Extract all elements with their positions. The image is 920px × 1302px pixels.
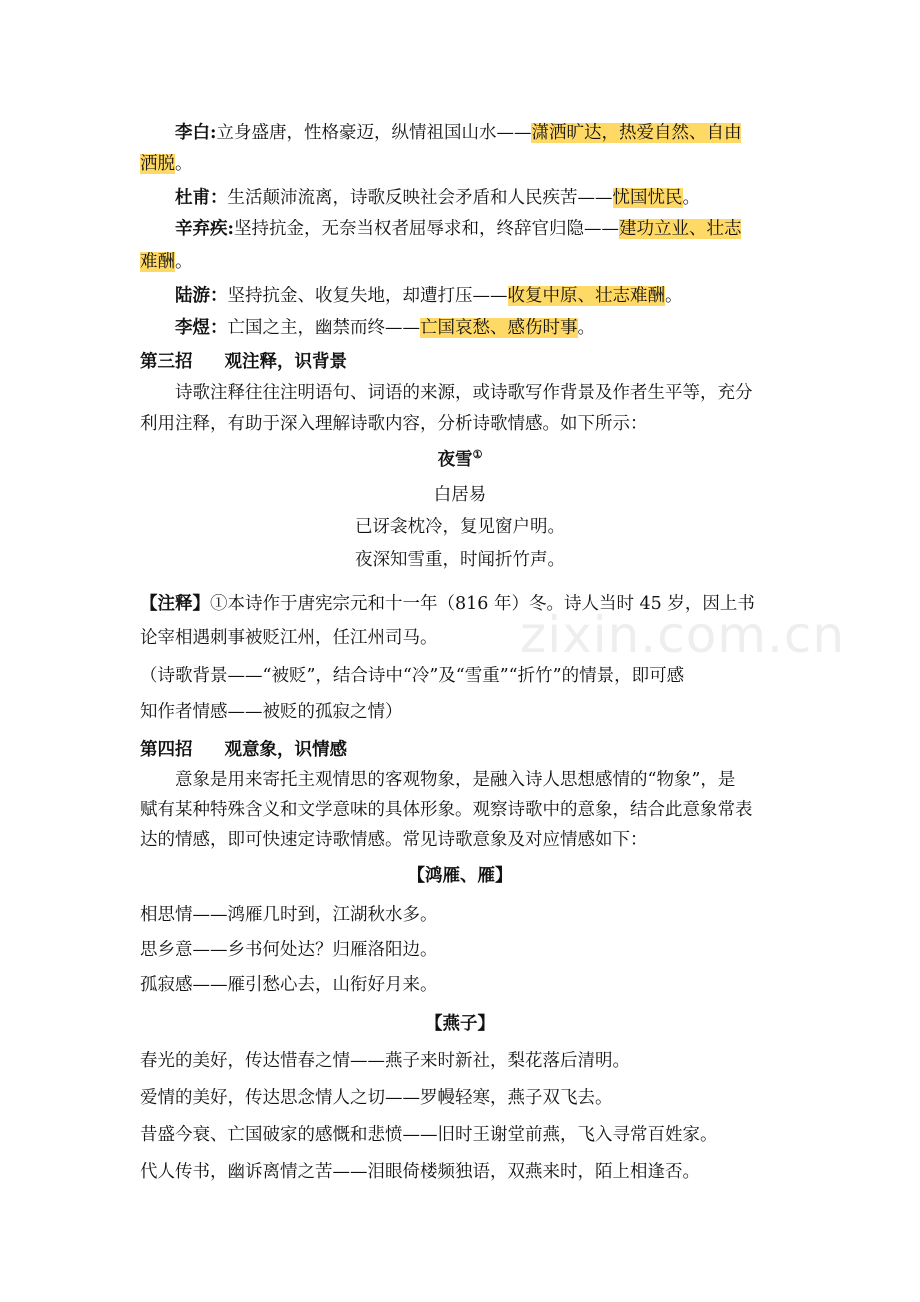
section-3-paragraph-line: 利用注释，有助于深入理解诗歌内容，分析诗歌情感。如下所示： — [140, 414, 648, 434]
poet-desc: 亡国之主，幽禁而终—— — [227, 318, 420, 338]
poet-lu-you — [175, 284, 790, 308]
poet-name: 李白 — [175, 123, 210, 143]
section-title: 观意象，识情感 — [224, 740, 347, 760]
poem-background: （诗歌背景——“被贬”，结合诗中“冷”及“雪重”“折竹”的情景，即可感 — [140, 666, 685, 686]
section-3-paragraph-line: 诗歌注释往往注明语句、词语的来源，或诗歌写作背景及作者生平等，充分 — [175, 383, 753, 403]
imagery-heading-swallow: 【燕子】 — [425, 1014, 495, 1034]
imagery-item: 代人传书，幽诉离情之苦——泪眼倚楼频独语，双燕来时，陌上相逢否。 — [140, 1162, 700, 1182]
section-4-paragraph-line: 达的情感，即可快速定诗歌情感。常见诗歌意象及对应情感如下： — [140, 830, 648, 850]
section-3-heading — [140, 350, 790, 374]
imagery-item: 昔盛今衰、亡国破家的感慨和悲愤——旧时王谢堂前燕，飞入寻常百姓家。 — [140, 1125, 718, 1145]
poet-sep: : — [210, 123, 217, 143]
poet-end: 。 — [175, 252, 193, 272]
section-title: 观注释，识背景 — [224, 352, 347, 372]
watermark: zixin.com.cn — [520, 606, 846, 664]
note-label: 【注释】 — [140, 594, 210, 614]
poet-sep: ： — [210, 318, 228, 338]
poet-emotion-highlight: 潇洒旷达，热爱自然、自由 — [531, 123, 742, 143]
imagery-item: 相思情——鸿雁几时到，江湖秋水多。 — [140, 905, 438, 925]
poet-end: 。 — [682, 188, 700, 208]
imagery-item: 爱情的美好，传达思念情人之切——罗幔轻寒，燕子双飞去。 — [140, 1088, 613, 1108]
poem-background-cont: 知作者情感——被贬的孤寂之情） — [140, 702, 403, 722]
poet-emotion-highlight: 难酬 — [140, 252, 175, 272]
poet-end: 。 — [175, 154, 193, 174]
poem-note-cont: 论宰相遇刺事被贬江州，任江州司马。 — [140, 628, 438, 648]
poem-author: 白居易 — [433, 485, 487, 505]
section-number: 第三招 — [140, 352, 193, 372]
footnote-mark: ① — [472, 448, 483, 462]
poet-sep: ： — [210, 286, 228, 306]
poet-end: 。 — [665, 286, 683, 306]
poet-du-fu — [175, 186, 790, 210]
poet-desc: 立身盛唐，性格豪迈，纵情祖国山水—— — [216, 123, 532, 143]
poem-title — [140, 448, 780, 472]
section-number: 第四招 — [140, 740, 193, 760]
poet-name: 李煜 — [175, 318, 210, 338]
poet-name: 杜甫 — [175, 188, 210, 208]
section-4-paragraph-line: 赋有某种特殊含义和文学意味的具体形象。观察诗歌中的意象，结合此意象常表 — [140, 800, 753, 820]
section-4-paragraph-line: 意象是用来寄托主观情思的客观物象，是融入诗人思想感情的“物象”，是 — [175, 770, 736, 790]
poet-sep: : — [227, 219, 234, 239]
poet-end: 。 — [577, 318, 595, 338]
poet-emotion-highlight: 亡国哀愁、感伤时事 — [420, 318, 578, 338]
poet-desc: 坚持抗金，无奈当权者屈辱求和，终辞官归隐—— — [233, 219, 619, 239]
poet-desc: 生活颠沛流离，诗歌反映社会矛盾和人民疾苦—— — [227, 188, 613, 208]
poet-emotion-highlight: 建功立业、壮志 — [618, 219, 742, 239]
poem-line: 已讶衾枕冷，复见窗户明。 — [355, 517, 565, 537]
poet-name: 辛弃疾 — [175, 219, 228, 239]
poet-name: 陆游 — [175, 286, 210, 306]
imagery-item: 思乡意——乡书何处达？归雁洛阳边。 — [140, 940, 438, 960]
poet-emotion-highlight: 忧国忧民 — [612, 188, 683, 208]
poet-li-bai — [175, 121, 790, 145]
poet-li-bai-cont — [140, 152, 790, 176]
poet-emotion-highlight: 洒脱 — [140, 154, 175, 174]
imagery-item: 孤寂感——雁引愁心去，山衔好月来。 — [140, 975, 438, 995]
section-4-heading — [140, 738, 790, 762]
imagery-heading-goose: 【鸿雁、雁】 — [407, 866, 513, 886]
poet-emotion-highlight: 收复中原、壮志难酬 — [507, 286, 665, 306]
poet-desc: 坚持抗金、收复失地，却遭打压—— — [227, 286, 508, 306]
note-text: ①本诗作于唐宪宗元和十一年（816 年）冬。诗人当时 45 岁，因上书 — [210, 594, 755, 614]
poem-title-text: 夜雪 — [437, 450, 473, 470]
poet-li-yu — [175, 316, 790, 340]
poet-xin-qiji — [175, 217, 790, 241]
imagery-item: 春光的美好，传达惜春之情——燕子来时新社，梨花落后清明。 — [140, 1051, 630, 1071]
poet-sep: ： — [210, 188, 228, 208]
poet-xin-qiji-cont — [140, 250, 790, 274]
poem-line: 夜深知雪重，时闻折竹声。 — [355, 550, 565, 570]
